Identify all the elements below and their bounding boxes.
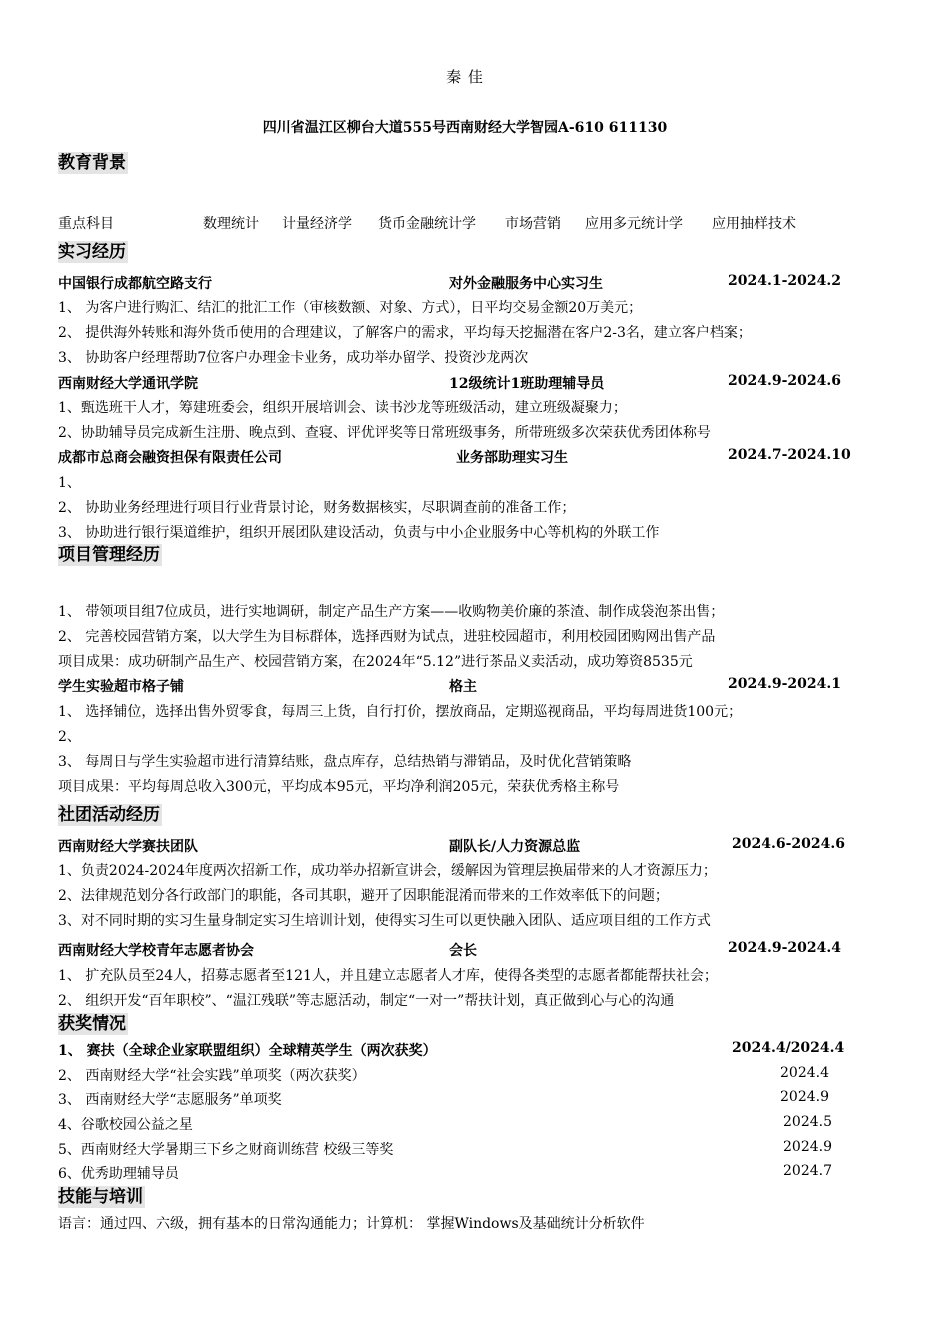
section-heading-education: 教育背景 — [58, 153, 126, 173]
address: 四川省温江区柳台大道555号西南财经大学智园A-610 611130 — [262, 120, 668, 136]
entry-org: 西南财经大学校青年志愿者协会 — [58, 943, 254, 959]
section-heading-awards: 获奖情况 — [58, 1014, 126, 1034]
list-item: 3、对不同时期的实习生量身制定实习生培训计划，使得实习生可以更快融入团队、适应项目组的工作方式 — [58, 913, 711, 929]
award-item: 2、 西南财经大学“社会实践”单项奖（两次获奖） — [58, 1068, 366, 1084]
list-item: 1、甄选班干人才，筹建班委会，组织开展培训会、读书沙龙等班级活动，建立班级凝聚力； — [58, 400, 627, 416]
entry-date: 2024.6-2024.6 — [732, 836, 845, 852]
award-date: 2024.5 — [783, 1114, 832, 1130]
entry-role: 业务部助理实习生 — [456, 450, 568, 466]
entry-date: 2024.7-2024.10 — [728, 447, 851, 463]
course-item: 数理统计 — [203, 216, 259, 232]
entry-role: 副队长/人力资源总监 — [449, 839, 581, 855]
entry-date: 2024.9-2024.1 — [728, 676, 841, 692]
list-item: 2、法律规范划分各行政部门的职能，各司其职，避开了因职能混淆而带来的工作效率低下的问题； — [58, 888, 669, 904]
list-item: 2、 提供海外转账和海外货币使用的合理建议，了解客户的需求，平均每天挖掘潜在客户2-3名，建立客户档案； — [58, 325, 752, 341]
course-item: 市场营销 — [505, 216, 561, 232]
entry-role: 格主 — [449, 679, 477, 695]
section-heading-internship: 实习经历 — [58, 242, 126, 262]
course-label: 重点科目 — [58, 216, 114, 232]
course-item: 应用抽样技术 — [712, 216, 796, 232]
list-item: 1、负责2024-2024年度两次招新工作，成功举办招新宣讲会，缓解因为管理层换届带来的人才资源压力； — [58, 863, 717, 879]
entry-org: 学生实验超市格子铺 — [58, 679, 184, 695]
entry-date: 2024.1-2024.2 — [728, 273, 841, 289]
entry-org: 西南财经大学赛扶团队 — [58, 839, 198, 855]
project-result: 项目成果：平均每周总收入300元，平均成本95元，平均净利润205元，荣获优秀格主称号 — [58, 779, 620, 795]
list-item: 2、 — [58, 729, 81, 745]
award-item: 4、谷歌校园公益之星 — [58, 1117, 193, 1133]
list-item: 3、 每周日与学生实验超市进行清算结账，盘点库存，总结热销与滞销品，及时优化营销策略 — [58, 754, 632, 770]
list-item: 2、 完善校园营销方案，以大学生为目标群体，选择西财为试点，进驻校园超市，利用校园团购网出售产品 — [58, 629, 716, 645]
list-item: 1、 扩充队员至24人，招募志愿者至121人，并且建立志愿者人才库，使得各类型的志愿者都能帮扶社会； — [58, 968, 718, 984]
section-heading-skills: 技能与培训 — [58, 1187, 143, 1207]
award-date: 2024.4 — [780, 1065, 829, 1081]
list-item: 2、 协助业务经理进行项目行业背景讨论，财务数据核实，尽职调查前的准备工作； — [58, 500, 576, 516]
entry-org: 西南财经大学通讯学院 — [58, 376, 198, 392]
applicant-name: 秦 佳 — [446, 68, 484, 86]
list-item: 3、 协助进行银行渠道维护，组织开展团队建设活动，负责与中小企业服务中心等机构的外联工作 — [58, 525, 660, 541]
award-date: 2024.9 — [780, 1089, 829, 1105]
entry-date: 2024.9-2024.4 — [728, 940, 841, 956]
award-item: 1、 赛扶（全球企业家联盟组织）全球精英学生（两次获奖） — [58, 1043, 437, 1059]
entry-org: 中国银行成都航空路支行 — [58, 276, 212, 292]
list-item: 2、协助辅导员完成新生注册、晚点到、查寝、评优评奖等日常班级事务，所带班级多次荣获优秀团体称号 — [58, 425, 711, 441]
award-item: 5、西南财经大学暑期三下乡之财商训练营 校级三等奖 — [58, 1142, 394, 1158]
list-item: 2、 组织开发“百年职校”、“温江残联”等志愿活动，制定“一对一”帮扶计划，真正做到心与心的沟通 — [58, 993, 675, 1009]
entry-date: 2024.9-2024.6 — [728, 373, 841, 389]
entry-role: 会长 — [449, 943, 477, 959]
award-item: 6、优秀助理辅导员 — [58, 1166, 179, 1182]
entry-org: 成都市总商会融资担保有限责任公司 — [58, 450, 282, 466]
award-date: 2024.7 — [783, 1163, 832, 1179]
list-item: 1、 为客户进行购汇、结汇的批汇工作（审核数额、对象、方式），日平均交易金额20万美元； — [58, 300, 643, 316]
list-item: 1、 — [58, 475, 81, 491]
course-item: 计量经济学 — [282, 216, 352, 232]
list-item: 1、 带领项目组7位成员，进行实地调研，制定产品生产方案——收购物美价廉的茶渣、制作成袋泡茶出售； — [58, 604, 725, 620]
award-item: 3、 西南财经大学“志愿服务”单项奖 — [58, 1092, 282, 1108]
skills-text: 语言：通过四、六级，拥有基本的日常沟通能力；计算机： 掌握Windows及基础统计分析软件 — [58, 1216, 645, 1232]
section-heading-clubs: 社团活动经历 — [58, 805, 160, 825]
entry-role: 对外金融服务中心实习生 — [449, 276, 603, 292]
course-item: 应用多元统计学 — [585, 216, 683, 232]
list-item: 3、 协助客户经理帮助7位客户办理金卡业务，成功举办留学、投资沙龙两次 — [58, 350, 529, 366]
section-heading-projects: 项目管理经历 — [58, 545, 160, 565]
award-date: 2024.9 — [783, 1139, 832, 1155]
course-item: 货币金融统计学 — [378, 216, 476, 232]
project-result: 项目成果：成功研制产品生产、校园营销方案，在2024年“5.12”进行茶品义卖活动，成功筹资8535元 — [58, 654, 693, 670]
list-item: 1、 选择铺位，选择出售外贸零食，每周三上货，自行打价，摆放商品，定期巡视商品，平均每周进货100元； — [58, 704, 743, 720]
award-date: 2024.4/2024.4 — [732, 1040, 845, 1056]
entry-role: 12级统计1班助理辅导员 — [449, 376, 605, 392]
